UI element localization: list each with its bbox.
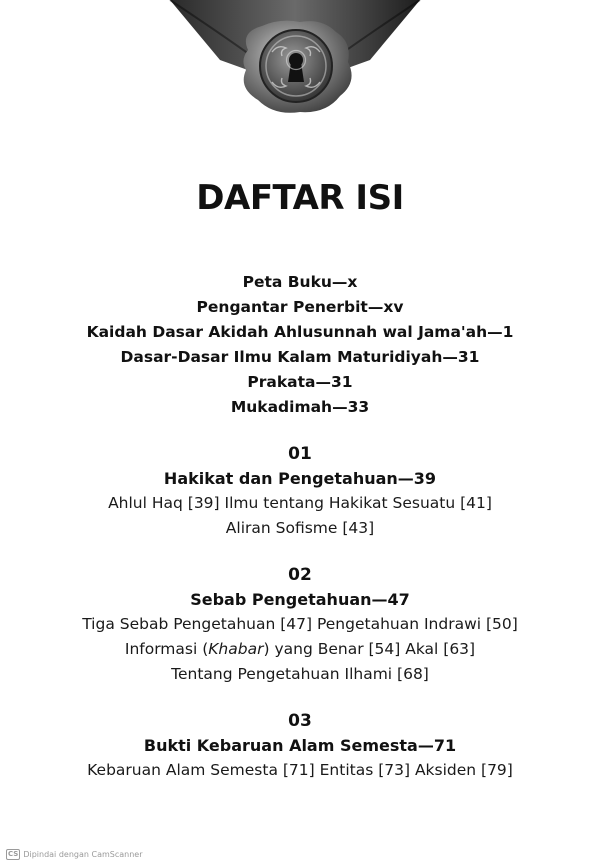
chapter-subentries: Tentang Pengetahuan Ilhami [68] bbox=[171, 665, 429, 683]
wax-seal-illustration bbox=[0, 0, 600, 140]
chapter-title: Sebab Pengetahuan—47 bbox=[190, 590, 410, 609]
chapter-title: Bukti Kebaruan Alam Semesta—71 bbox=[143, 736, 457, 755]
table-of-contents bbox=[0, 270, 600, 783]
page-title: DAFTAR ISI bbox=[196, 178, 404, 218]
toc-entry-peta-buku: Peta Buku—x bbox=[242, 273, 358, 291]
chapter-subentries: Ahlul Haq [39] Ilmu tentang Hakikat Sesuatu [41] bbox=[108, 494, 492, 512]
chapter-subentries: Kebaruan Alam Semesta [71] Entitas [73] Aksiden [79] bbox=[87, 761, 513, 779]
subentry-italic-term: Khabar bbox=[208, 640, 264, 658]
chapter-subentries: Aliran Sofisme [43] bbox=[225, 519, 375, 537]
toc-entry-mukadimah: Mukadimah—33 bbox=[230, 398, 370, 416]
toc-entry-dasar-dasar-ilmu-kalam: Dasar-Dasar Ilmu Kalam Maturidiyah—31 bbox=[120, 348, 480, 366]
chapter-03 bbox=[0, 709, 600, 783]
subentry-text: Informasi ( bbox=[124, 640, 209, 658]
chapter-number: 01 bbox=[288, 444, 312, 464]
scanner-text: Dipindai dengan CamScanner bbox=[23, 850, 143, 859]
toc-entry-pengantar-penerbit: Pengantar Penerbit—xv bbox=[196, 298, 404, 316]
scanner-watermark bbox=[6, 849, 143, 860]
toc-entry-prakata: Prakata—31 bbox=[247, 373, 353, 391]
chapter-title: Hakikat dan Pengetahuan—39 bbox=[163, 469, 437, 488]
chapter-01 bbox=[0, 442, 600, 541]
chapter-number: 03 bbox=[288, 711, 312, 731]
chapter-number: 02 bbox=[288, 565, 312, 585]
toc-entry-kaidah-dasar: Kaidah Dasar Akidah Ahlusunnah wal Jama'ah—1 bbox=[86, 323, 514, 341]
chapter-subentries: Tiga Sebab Pengetahuan [47] Pengetahuan Indrawi [50] bbox=[82, 615, 518, 633]
chapter-02 bbox=[0, 563, 600, 687]
subentry-text: ) yang Benar [54] Akal [63] bbox=[263, 640, 476, 658]
camscanner-logo-icon: CS bbox=[8, 850, 19, 858]
chapter-subentries bbox=[0, 637, 600, 662]
front-matter-list bbox=[0, 270, 600, 420]
